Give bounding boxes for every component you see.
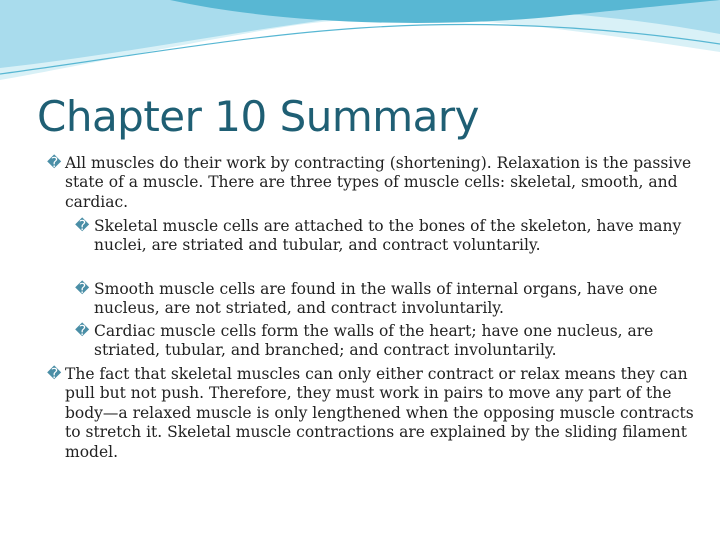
bullet-point — [47, 365, 697, 462]
bullet-marker: � — [47, 155, 62, 171]
bullet-marker: � — [75, 323, 90, 339]
sub-bullet-point — [75, 322, 698, 361]
sub-bullet-point — [75, 280, 698, 319]
bullet-text: All muscles do their work by contracting (shortening). Relaxation is the passive state of a muscle. There are three types of muscle cells: skeletal, smooth, and cardiac. — [65, 154, 692, 211]
slide-title: Chapter 10 Summary — [37, 92, 480, 141]
bullet-marker: � — [75, 281, 90, 297]
bullet-text: Cardiac muscle cells form the walls of the heart; have one nucleus, are striated, tubular, and branched; and contract involuntarily. — [94, 322, 654, 360]
sub-bullet-point — [75, 217, 698, 256]
bullet-text: Skeletal muscle cells are attached to the bones of the skeleton, have many nuclei, are striated and tubular, and contract voluntarily. — [94, 217, 682, 255]
decorative-header-waves — [0, 0, 720, 90]
bullet-text: Smooth muscle cells are found in the walls of internal organs, have one nucleus, are not striated, and contract involuntarily. — [94, 280, 658, 318]
bullet-point — [47, 154, 697, 212]
bullet-marker: � — [75, 218, 90, 234]
bullet-marker: � — [47, 366, 62, 382]
bullet-text: The fact that skeletal muscles can only either contract or relax means they can pull but not push. Therefore, they must work in pairs to move any part of the body—a relaxed muscle is only lengthened when the opposing muscle contracts to stretch it. Skeletal muscle contractions are explained by the sliding filament model. — [65, 365, 694, 461]
